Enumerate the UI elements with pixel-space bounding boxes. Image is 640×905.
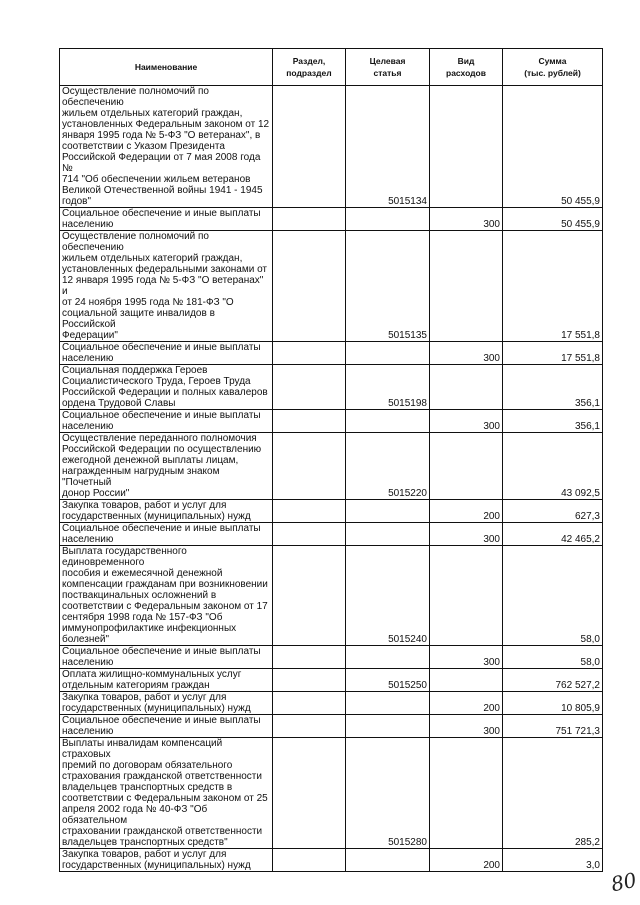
table-row: [60, 342, 603, 365]
table-row: [60, 231, 603, 342]
cell-target: 5015135: [346, 231, 430, 342]
header-section: Раздел, подраздел: [273, 49, 346, 86]
cell-type: 300: [430, 646, 503, 669]
cell-target: 5015250: [346, 669, 430, 692]
cell-section: [273, 365, 346, 410]
cell-name: Закупка товаров, работ и услуг для государственных (муниципальных) нужд: [60, 500, 273, 523]
cell-section: [273, 849, 346, 872]
cell-target: 5015134: [346, 86, 430, 208]
table-row: [60, 738, 603, 849]
cell-sum: 58,0: [503, 646, 603, 669]
header-sum: Сумма (тыс. рублей): [503, 49, 603, 86]
cell-name: Социальное обеспечение и иные выплаты населению: [60, 715, 273, 738]
cell-name: Выплата государственного единовременного пособия и ежемесячной денежной компенсации гражданам при возникновении поствакцинальных осложнений в соответствии с Федеральным законом от 17 сентября 1998 года № 157-ФЗ "Об иммунопрофилактике инфекционных болезней": [60, 546, 273, 646]
cell-type: [430, 738, 503, 849]
cell-section: [273, 715, 346, 738]
cell-sum: 10 805,9: [503, 692, 603, 715]
cell-type: [430, 669, 503, 692]
cell-type: 200: [430, 500, 503, 523]
cell-type: [430, 231, 503, 342]
cell-name: Осуществление переданного полномочия Российской Федерации по осуществлению ежегодной денежной выплаты лицам, награжденным нагрудным знаком "Почетный донор России": [60, 433, 273, 500]
cell-section: [273, 342, 346, 365]
cell-section: [273, 500, 346, 523]
cell-name: Оплата жилищно-коммунальных услуг отдельным категориям граждан: [60, 669, 273, 692]
cell-target: [346, 342, 430, 365]
cell-section: [273, 208, 346, 231]
cell-sum: 356,1: [503, 365, 603, 410]
cell-type: 300: [430, 715, 503, 738]
cell-target: [346, 692, 430, 715]
cell-name: Осуществление полномочий по обеспечению жильем отдельных категорий граждан, установленных Федеральным законом от 12 января 1995 года № 5-ФЗ "О ветеранах", в соответствии с Указом Президента Российской Федерации от 7 мая 2008 года № 714 "Об обеспечении жильем ветеранов Великой Отечественной войны 1941 - 1945 годов": [60, 86, 273, 208]
cell-sum: 627,3: [503, 500, 603, 523]
cell-target: [346, 523, 430, 546]
table-body: [60, 86, 603, 872]
cell-name: Социальное обеспечение и иные выплаты населению: [60, 523, 273, 546]
header-row: [60, 49, 603, 86]
table-row: [60, 208, 603, 231]
cell-section: [273, 433, 346, 500]
table-row: [60, 849, 603, 872]
cell-sum: 42 465,2: [503, 523, 603, 546]
cell-section: [273, 692, 346, 715]
cell-type: 300: [430, 208, 503, 231]
cell-name: Закупка товаров, работ и услуг для государственных (муниципальных) нужд: [60, 692, 273, 715]
cell-type: [430, 365, 503, 410]
cell-sum: 43 092,5: [503, 433, 603, 500]
cell-sum: 58,0: [503, 546, 603, 646]
cell-name: Социальное обеспечение и иные выплаты населению: [60, 410, 273, 433]
cell-target: 5015220: [346, 433, 430, 500]
header-name: Наименование: [60, 49, 273, 86]
header-target: Целевая статья: [346, 49, 430, 86]
cell-target: [346, 500, 430, 523]
cell-type: 200: [430, 692, 503, 715]
cell-name: Выплаты инвалидам компенсаций страховых премий по договорам обязательного страхования гражданской ответственности владельцев транспортных средств в соответствии с Федеральным законом от 25 апреля 2002 года № 40-ФЗ "Об обязательном страховании гражданской ответственности владельцев транспортных средств": [60, 738, 273, 849]
cell-type: [430, 546, 503, 646]
cell-section: [273, 546, 346, 646]
cell-section: [273, 231, 346, 342]
cell-sum: 50 455,9: [503, 86, 603, 208]
table-row: [60, 523, 603, 546]
table-row: [60, 86, 603, 208]
cell-name: Осуществление полномочий по обеспечению жильем отдельных категорий граждан, установленных федеральными законами от 12 января 1995 года № 5-ФЗ "О ветеранах" и от 24 ноября 1995 года № 181-ФЗ "О социальной защите инвалидов в Российской Федерации": [60, 231, 273, 342]
table-row: [60, 715, 603, 738]
cell-sum: 285,2: [503, 738, 603, 849]
table-row: [60, 646, 603, 669]
table-row: [60, 365, 603, 410]
table-row: [60, 410, 603, 433]
cell-sum: 17 551,8: [503, 342, 603, 365]
cell-sum: 17 551,8: [503, 231, 603, 342]
table-row: [60, 669, 603, 692]
cell-name: Закупка товаров, работ и услуг для государственных (муниципальных) нужд: [60, 849, 273, 872]
header-type: Вид расходов: [430, 49, 503, 86]
cell-sum: 356,1: [503, 410, 603, 433]
cell-section: [273, 523, 346, 546]
cell-type: 300: [430, 523, 503, 546]
cell-target: 5015240: [346, 546, 430, 646]
cell-target: [346, 849, 430, 872]
cell-type: [430, 433, 503, 500]
cell-target: [346, 646, 430, 669]
cell-sum: 50 455,9: [503, 208, 603, 231]
cell-section: [273, 86, 346, 208]
cell-section: [273, 646, 346, 669]
cell-target: [346, 208, 430, 231]
cell-name: Социальное обеспечение и иные выплаты населению: [60, 646, 273, 669]
cell-target: [346, 410, 430, 433]
page-number: 80: [608, 867, 639, 897]
cell-sum: 3,0: [503, 849, 603, 872]
cell-name: Социальная поддержка Героев Социалистического Труда, Героев Труда Российской Федерации и полных кавалеров ордена Трудовой Славы: [60, 365, 273, 410]
cell-target: 5015198: [346, 365, 430, 410]
table-row: [60, 546, 603, 646]
cell-target: [346, 715, 430, 738]
cell-section: [273, 669, 346, 692]
cell-name: Социальное обеспечение и иные выплаты населению: [60, 342, 273, 365]
cell-target: 5015280: [346, 738, 430, 849]
cell-type: 200: [430, 849, 503, 872]
table-row: [60, 500, 603, 523]
cell-sum: 751 721,3: [503, 715, 603, 738]
cell-type: [430, 86, 503, 208]
cell-sum: 762 527,2: [503, 669, 603, 692]
cell-name: Социальное обеспечение и иные выплаты населению: [60, 208, 273, 231]
table-row: [60, 692, 603, 715]
cell-type: 300: [430, 342, 503, 365]
cell-section: [273, 410, 346, 433]
cell-type: 300: [430, 410, 503, 433]
budget-table: [59, 48, 603, 872]
document-sheet: [59, 48, 602, 872]
table-row: [60, 433, 603, 500]
cell-section: [273, 738, 346, 849]
